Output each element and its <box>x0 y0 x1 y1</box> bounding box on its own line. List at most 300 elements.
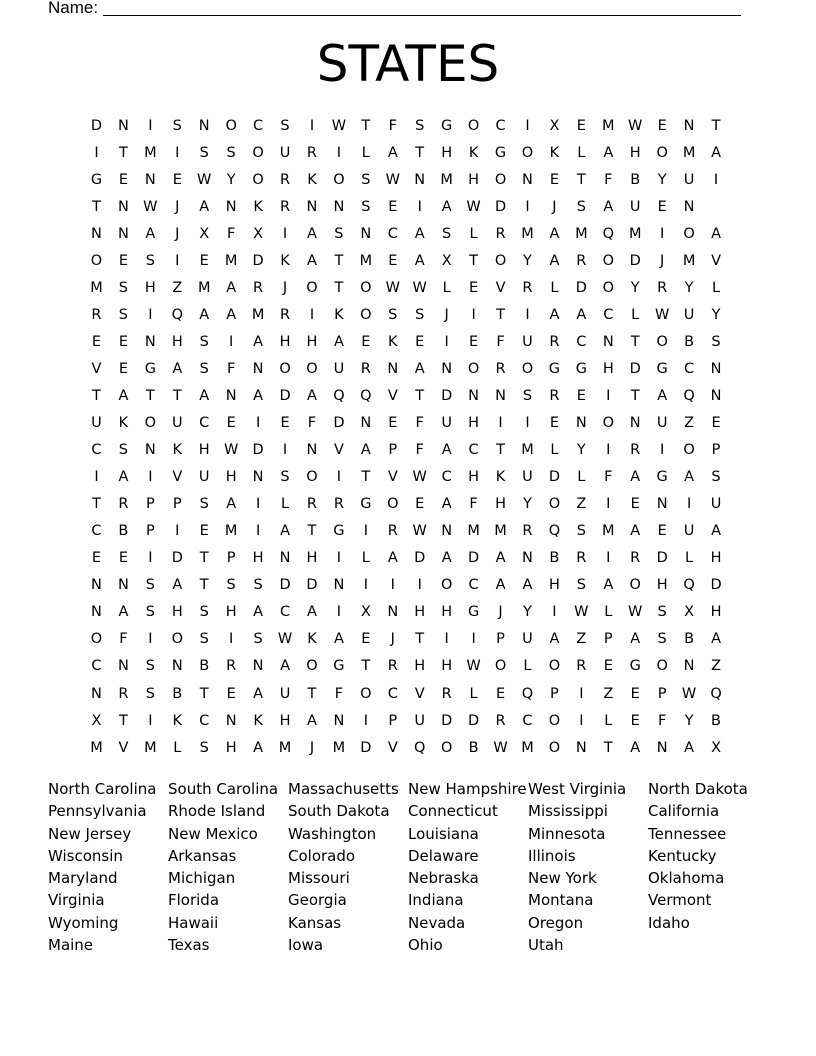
grid-cell: U <box>414 712 426 729</box>
grid-cell: C <box>522 712 533 729</box>
grid-cell: A <box>414 360 425 377</box>
grid-cell: N <box>710 387 722 404</box>
grid-cell: S <box>199 631 209 648</box>
grid-cell: L <box>577 469 586 486</box>
grid-cell: I <box>444 333 449 350</box>
grid-cell: N <box>468 387 480 404</box>
grid-cell: E <box>118 550 128 567</box>
grid-cell: C <box>91 523 102 540</box>
grid-cell: I <box>552 604 557 621</box>
grid-cell: G <box>629 658 641 675</box>
grid-cell: K <box>495 469 506 486</box>
grid-cell: N <box>683 117 695 134</box>
grid-cell: B <box>711 712 721 729</box>
grid-cell: H <box>495 496 506 513</box>
grid-cell: S <box>361 198 371 215</box>
word-item: Pennsylvania <box>48 802 147 821</box>
grid-cell: K <box>253 712 263 729</box>
grid-cell: C <box>199 712 210 729</box>
grid-cell: O <box>602 415 614 432</box>
grid-cell: T <box>415 387 425 404</box>
grid-cell: X <box>253 225 264 242</box>
grid-cell: T <box>334 252 344 269</box>
grid-cell: S <box>576 577 586 594</box>
grid-cell: K <box>468 144 479 161</box>
grid-cell: S <box>576 523 586 540</box>
grid-cell: H <box>414 658 426 675</box>
grid-cell: S <box>334 225 344 242</box>
grid-cell: E <box>415 333 425 350</box>
grid-cell: M <box>494 523 507 540</box>
grid-cell: G <box>548 360 561 377</box>
grid-cell: R <box>306 144 317 161</box>
grid-cell: L <box>550 279 559 296</box>
grid-cell: X <box>684 604 695 621</box>
grid-cell: B <box>549 550 560 567</box>
grid-cell: T <box>199 577 209 594</box>
grid-cell: W <box>654 306 670 323</box>
grid-cell: A <box>549 252 560 269</box>
grid-cell: F <box>496 333 505 350</box>
grid-cell: C <box>199 415 210 432</box>
grid-cell: D <box>333 415 345 432</box>
grid-cell: T <box>172 387 182 404</box>
grid-cell: I <box>336 550 342 567</box>
grid-cell: R <box>333 496 344 513</box>
grid-cell: U <box>656 415 668 432</box>
word-column <box>48 778 168 956</box>
word-item: Washington <box>288 824 377 843</box>
grid-cell: Y <box>657 171 667 188</box>
grid-cell: O <box>252 171 264 188</box>
grid-cell: M <box>144 739 157 756</box>
grid-cell: N <box>306 198 318 215</box>
word-item: Maine <box>48 936 94 955</box>
grid-cell: Z <box>172 279 183 296</box>
grid-cell: L <box>577 144 586 161</box>
grid-cell: N <box>441 360 453 377</box>
grid-cell: M <box>90 739 103 756</box>
grid-cell: R <box>279 306 291 323</box>
grid-cell: Y <box>576 442 586 459</box>
grid-row <box>83 599 730 626</box>
word-item: Nevada <box>408 913 466 932</box>
grid-cell: T <box>603 739 613 756</box>
word-item: Nebraska <box>408 869 479 888</box>
grid-cell: A <box>441 442 452 459</box>
grid-cell: B <box>684 333 695 350</box>
grid-cell: L <box>469 225 478 242</box>
grid-cell: T <box>199 685 209 702</box>
grid-cell: N <box>387 604 399 621</box>
grid-cell: P <box>496 631 505 648</box>
grid-cell: C <box>684 360 695 377</box>
word-item: Mississippi <box>528 802 608 821</box>
name-label: Name: <box>48 0 99 17</box>
word-item: Texas <box>168 936 210 955</box>
grid-cell: D <box>468 550 480 567</box>
grid-cell: T <box>92 198 101 215</box>
grid-cell: D <box>494 198 507 215</box>
grid-cell: O <box>656 658 668 675</box>
grid-cell: R <box>387 523 398 540</box>
letter-grid <box>83 112 730 761</box>
grid-cell: F <box>657 712 667 729</box>
grid-cell: N <box>360 415 372 432</box>
grid-cell: N <box>91 577 102 594</box>
grid-cell: N <box>144 333 156 350</box>
word-item: Utah <box>528 936 564 955</box>
grid-cell: H <box>414 604 426 621</box>
grid-cell: M <box>278 739 292 756</box>
grid-cell: A <box>199 306 210 323</box>
grid-cell: G <box>575 360 587 377</box>
grid-cell: R <box>522 523 533 540</box>
grid-cell: A <box>711 631 721 648</box>
grid-cell: V <box>414 685 425 702</box>
grid-cell: C <box>253 117 264 134</box>
grid-cell: A <box>360 442 371 459</box>
grid-cell: Y <box>630 279 640 296</box>
grid-cell: F <box>469 496 478 513</box>
grid-cell: I <box>148 631 153 648</box>
grid-cell: O <box>360 279 372 296</box>
word-item: Kansas <box>288 913 342 932</box>
grid-cell: I <box>282 442 288 459</box>
grid-cell: U <box>198 469 210 486</box>
grid-cell: N <box>602 333 614 350</box>
grid-cell: I <box>417 577 422 594</box>
grid-cell: L <box>711 279 721 296</box>
grid-cell: Q <box>602 225 614 242</box>
grid-cell: R <box>630 550 641 567</box>
grid-cell: A <box>414 225 425 242</box>
grid-cell: K <box>334 306 344 323</box>
grid-cell: A <box>441 496 452 513</box>
grid-cell: F <box>415 442 424 459</box>
grid-cell: M <box>144 144 157 161</box>
grid-cell: R <box>576 252 587 269</box>
grid-cell: E <box>711 415 721 432</box>
grid-row <box>83 626 730 653</box>
grid-cell: L <box>469 685 478 702</box>
grid-cell: H <box>306 333 318 350</box>
grid-cell: S <box>415 306 425 323</box>
grid-row <box>83 355 730 382</box>
grid-cell: U <box>441 415 452 432</box>
grid-cell: I <box>229 333 234 350</box>
grid-cell: A <box>522 577 533 594</box>
grid-row <box>83 734 730 761</box>
grid-cell: S <box>199 144 209 161</box>
grid-cell: M <box>521 739 534 756</box>
grid-cell: N <box>387 360 399 377</box>
grid-cell: S <box>199 604 209 621</box>
grid-cell: I <box>444 631 449 648</box>
grid-cell: E <box>199 252 209 269</box>
word-item: Louisiana <box>408 824 479 843</box>
grid-cell: N <box>360 225 372 242</box>
word-item: Wisconsin <box>48 846 123 865</box>
grid-cell: J <box>175 198 180 215</box>
grid-cell: C <box>576 333 587 350</box>
grid-cell: A <box>280 658 290 675</box>
grid-cell: T <box>307 685 317 702</box>
grid-cell: P <box>550 685 559 702</box>
word-item: West Virginia <box>528 780 627 798</box>
grid-cell: M <box>682 252 696 269</box>
grid-cell: E <box>118 171 128 188</box>
grid-cell: E <box>657 198 667 215</box>
grid-cell: E <box>630 712 640 729</box>
grid-cell: A <box>684 739 695 756</box>
grid-cell: N <box>522 171 533 188</box>
grid-cell: U <box>522 333 533 350</box>
grid-cell: S <box>226 144 236 161</box>
grid-cell: G <box>90 171 103 188</box>
grid-cell: F <box>604 469 613 486</box>
grid-cell: E <box>469 279 479 296</box>
grid-cell: R <box>549 387 560 404</box>
grid-cell: P <box>226 550 236 567</box>
word-list <box>48 778 768 956</box>
grid-cell: S <box>145 252 155 269</box>
grid-cell: E <box>603 658 613 675</box>
grid-cell: P <box>388 712 398 729</box>
grid-cell: N <box>333 712 345 729</box>
grid-cell: R <box>576 658 587 675</box>
word-item: Illinois <box>528 846 576 865</box>
grid-cell: I <box>175 523 180 540</box>
grid-cell: B <box>172 685 183 702</box>
grid-cell: D <box>279 387 291 404</box>
grid-cell: T <box>145 387 155 404</box>
grid-cell: D <box>468 712 480 729</box>
grid-cell: S <box>442 225 452 242</box>
grid-row <box>83 707 730 734</box>
grid-cell: S <box>657 631 667 648</box>
grid-cell: C <box>387 225 398 242</box>
word-item: New Mexico <box>168 824 258 843</box>
grid-cell: T <box>118 144 128 161</box>
grid-cell: U <box>91 415 102 432</box>
grid-cell: A <box>387 144 398 161</box>
grid-cell: O <box>225 117 237 134</box>
grid-cell: I <box>660 442 665 459</box>
grid-cell: A <box>549 225 560 242</box>
grid-cell: E <box>199 523 209 540</box>
grid-cell: H <box>225 739 237 756</box>
grid-cell: S <box>199 739 209 756</box>
grid-cell: T <box>469 252 479 269</box>
grid-cell: I <box>336 604 342 621</box>
grid-cell: X <box>91 712 102 729</box>
grid-cell: I <box>148 550 153 567</box>
grid-row <box>83 518 730 545</box>
grid-cell: W <box>628 117 643 134</box>
grid-cell: N <box>333 198 345 215</box>
grid-cell: N <box>144 171 156 188</box>
grid-cell: H <box>279 333 291 350</box>
grid-cell: R <box>118 496 129 513</box>
grid-cell: E <box>549 171 559 188</box>
grid-cell: P <box>145 523 155 540</box>
grid-cell: M <box>224 523 238 540</box>
grid-cell: V <box>172 469 183 486</box>
grid-cell: O <box>602 252 614 269</box>
grid-cell: Q <box>521 685 534 702</box>
grid-cell: N <box>575 415 587 432</box>
page-title: STATES <box>316 35 500 93</box>
grid-cell: S <box>145 577 155 594</box>
grid-cell: N <box>117 117 129 134</box>
grid-cell: U <box>333 360 345 377</box>
grid-cell: B <box>199 658 210 675</box>
grid-cell: G <box>656 469 668 486</box>
grid-cell: E <box>388 198 398 215</box>
grid-cell: W <box>385 279 400 296</box>
grid-cell: O <box>602 279 614 296</box>
name-underline <box>103 0 741 16</box>
grid-cell: A <box>387 550 398 567</box>
grid-cell: P <box>603 631 613 648</box>
grid-cell: I <box>148 117 153 134</box>
grid-cell: Q <box>360 387 372 404</box>
grid-cell: H <box>225 604 237 621</box>
grid-cell: O <box>306 279 318 296</box>
grid-cell: W <box>223 442 239 459</box>
grid-cell: B <box>630 171 641 188</box>
grid-row <box>83 545 730 572</box>
grid-cell: J <box>444 306 449 323</box>
grid-cell: R <box>91 306 102 323</box>
grid-row <box>83 112 730 139</box>
grid-cell: H <box>198 442 210 459</box>
grid-cell: M <box>251 306 265 323</box>
grid-cell: G <box>333 523 345 540</box>
grid-cell: S <box>253 631 263 648</box>
grid-cell: L <box>280 496 290 513</box>
grid-cell: R <box>495 360 506 377</box>
grid-cell: N <box>495 387 506 404</box>
word-item: Delaware <box>408 846 479 865</box>
word-item: Iowa <box>288 936 324 955</box>
grid-cell: Y <box>523 252 532 269</box>
grid-cell: R <box>522 279 533 296</box>
grid-cell: N <box>117 225 129 242</box>
grid-cell: J <box>309 739 315 756</box>
grid-cell: S <box>361 171 371 188</box>
grid-cell: Z <box>684 415 695 432</box>
grid-cell: W <box>412 523 427 540</box>
grid-cell: E <box>91 333 102 350</box>
word-column <box>528 778 648 956</box>
grid-cell: A <box>630 631 641 648</box>
grid-cell: S <box>522 387 533 404</box>
grid-cell: I <box>148 469 153 486</box>
grid-cell: H <box>252 550 264 567</box>
grid-cell: E <box>388 252 398 269</box>
word-item: Virginia <box>48 891 105 910</box>
grid-row <box>83 166 730 193</box>
word-item: Tennessee <box>648 824 727 843</box>
word-item: Ohio <box>408 936 443 955</box>
grid-cell: I <box>606 550 611 567</box>
word-item: South Dakota <box>288 802 390 821</box>
grid-cell: J <box>498 604 503 621</box>
word-item: Florida <box>168 891 220 910</box>
word-item: California <box>648 802 720 821</box>
grid-cell: T <box>630 333 640 350</box>
grid-cell: D <box>441 387 453 404</box>
word-column <box>648 778 768 956</box>
word-item: Maryland <box>48 869 118 888</box>
grid-cell: U <box>279 144 291 161</box>
grid-cell: E <box>630 496 640 513</box>
grid-cell: P <box>711 442 721 459</box>
grid-cell: N <box>414 171 426 188</box>
grid-cell: H <box>144 279 156 296</box>
grid-cell: A <box>441 198 452 215</box>
grid-cell: K <box>388 333 398 350</box>
grid-cell: A <box>603 198 614 215</box>
grid-cell: M <box>197 279 211 296</box>
grid-cell: N <box>198 117 210 134</box>
grid-cell: H <box>710 550 722 567</box>
grid-cell: N <box>91 685 102 702</box>
grid-cell: I <box>336 469 342 486</box>
grid-cell: R <box>549 333 560 350</box>
grid-cell: F <box>415 415 424 432</box>
grid-cell: C <box>387 685 398 702</box>
grid-cell: O <box>440 577 453 594</box>
grid-cell: Q <box>171 306 183 323</box>
grid-cell: I <box>713 171 719 188</box>
word-item: Montana <box>528 891 594 910</box>
grid-cell: E <box>495 685 506 702</box>
grid-cell: H <box>441 604 453 621</box>
grid-cell: T <box>334 279 344 296</box>
grid-cell: O <box>467 360 480 377</box>
grid-cell: G <box>467 604 480 621</box>
grid-cell: N <box>252 469 264 486</box>
grid-cell: E <box>226 415 236 432</box>
grid-cell: V <box>387 387 398 404</box>
grid-cell: E <box>630 685 640 702</box>
grid-cell: S <box>118 442 129 459</box>
grid-cell: R <box>441 685 452 702</box>
grid-cell: R <box>279 171 291 188</box>
grid-cell: A <box>684 469 695 486</box>
grid-cell: E <box>415 496 425 513</box>
grid-cell: E <box>118 333 128 350</box>
grid-cell: E <box>118 360 128 377</box>
grid-cell: A <box>307 604 317 621</box>
grid-cell: M <box>467 523 480 540</box>
grid-cell: T <box>415 144 425 161</box>
grid-cell: A <box>333 631 344 648</box>
grid-cell: T <box>361 117 371 134</box>
grid-cell: M <box>521 442 534 459</box>
grid-cell: K <box>307 631 317 648</box>
grid-cell: O <box>333 171 345 188</box>
grid-cell: R <box>495 712 506 729</box>
grid-cell: A <box>657 387 668 404</box>
grid-cell: N <box>575 739 587 756</box>
word-item: North Carolina <box>48 780 157 798</box>
word-item: Hawaii <box>168 913 219 932</box>
grid-cell: K <box>118 415 129 432</box>
